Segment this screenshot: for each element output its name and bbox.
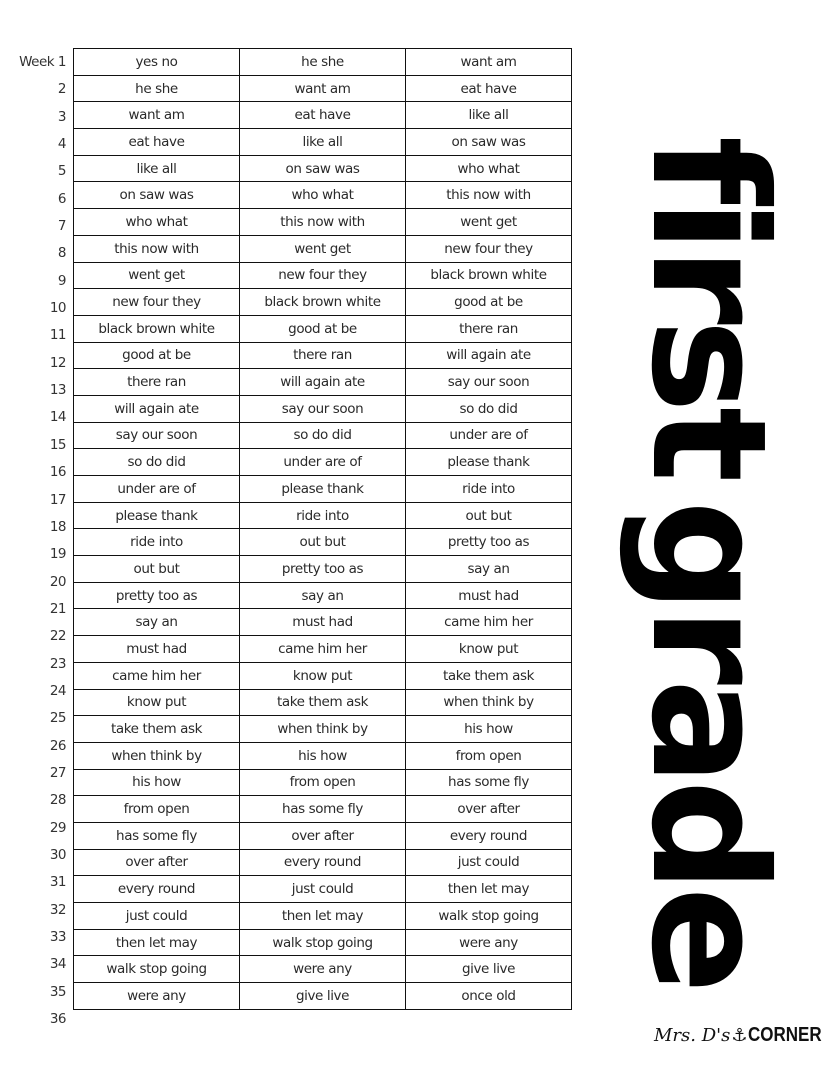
- word-cell: who what: [406, 155, 572, 182]
- week-label: 6: [57, 190, 66, 207]
- word-cell: new four they: [406, 235, 572, 262]
- table-row: [74, 689, 572, 716]
- word-cell: will again ate: [74, 395, 240, 422]
- table-row: [74, 876, 572, 903]
- table-row: [74, 422, 572, 449]
- word-cell: walk stop going: [74, 956, 240, 983]
- word-cell: must had: [74, 636, 240, 663]
- week-label: 7: [57, 218, 66, 235]
- word-cell: like all: [406, 102, 572, 129]
- week-label: 20: [49, 573, 66, 590]
- word-cell: new four they: [240, 262, 406, 289]
- word-cell: so do did: [240, 422, 406, 449]
- week-label: 27: [49, 764, 66, 781]
- word-cell: came him her: [74, 662, 240, 689]
- week-label: 34: [49, 956, 66, 973]
- table-row: [74, 929, 572, 956]
- brand-script-text: Mrs. D's: [654, 1024, 731, 1046]
- table-row: [74, 476, 572, 503]
- table-row: [74, 582, 572, 609]
- word-cell: say our soon: [240, 395, 406, 422]
- word-cell: give live: [406, 956, 572, 983]
- word-cell: so do did: [406, 395, 572, 422]
- table-row: [74, 155, 572, 182]
- word-cell: then let may: [74, 929, 240, 956]
- week-label: 4: [57, 136, 66, 153]
- table-row: [74, 769, 572, 796]
- word-cell: walk stop going: [240, 929, 406, 956]
- word-cell: give live: [240, 983, 406, 1010]
- week-label: 36: [49, 1011, 66, 1028]
- word-cell: went get: [74, 262, 240, 289]
- word-cell: black brown white: [240, 289, 406, 316]
- word-cell: out but: [406, 502, 572, 529]
- word-cell: under are of: [240, 449, 406, 476]
- table-row: [74, 502, 572, 529]
- title-first: first: [616, 136, 800, 477]
- week-label: 15: [49, 436, 66, 453]
- word-cell: will again ate: [240, 369, 406, 396]
- week-label: 26: [49, 737, 66, 754]
- week-label: 21: [49, 600, 66, 617]
- word-cell: know put: [406, 636, 572, 663]
- week-label: 17: [49, 491, 66, 508]
- word-cell: good at be: [406, 289, 572, 316]
- word-cell: want am: [240, 75, 406, 102]
- table-row: [74, 49, 572, 76]
- word-cell: say an: [240, 582, 406, 609]
- week-label: 10: [49, 300, 66, 317]
- word-cell: once old: [406, 983, 572, 1010]
- word-cell: on saw was: [240, 155, 406, 182]
- table-row: [74, 369, 572, 396]
- word-cell: came him her: [240, 636, 406, 663]
- table-row: [74, 556, 572, 583]
- table-row: [74, 903, 572, 930]
- table-row: [74, 209, 572, 236]
- week-label: 3: [57, 108, 66, 125]
- week-label: 32: [49, 901, 66, 918]
- word-cell: like all: [74, 155, 240, 182]
- word-cell: must had: [240, 609, 406, 636]
- brand-bold-text: CORNER: [748, 1023, 823, 1046]
- word-cell: pretty too as: [240, 556, 406, 583]
- word-cell: eat have: [74, 129, 240, 156]
- word-cell: he she: [74, 75, 240, 102]
- week-label: 22: [49, 628, 66, 645]
- anchor-icon: ⚓: [731, 1024, 748, 1046]
- word-cell: pretty too as: [74, 582, 240, 609]
- table-row: [74, 449, 572, 476]
- word-cell: just could: [240, 876, 406, 903]
- word-cell: please thank: [74, 502, 240, 529]
- week-label: 11: [49, 327, 66, 344]
- sight-word-table: [73, 48, 572, 1010]
- word-cell: were any: [240, 956, 406, 983]
- word-cell: from open: [74, 796, 240, 823]
- word-cell: when think by: [240, 716, 406, 743]
- word-cell: then let may: [240, 903, 406, 930]
- word-cell: he she: [240, 49, 406, 76]
- week-label: 25: [49, 710, 66, 727]
- word-cell: over after: [74, 849, 240, 876]
- word-cell: there ran: [406, 315, 572, 342]
- table-row: [74, 342, 572, 369]
- table-row: [74, 235, 572, 262]
- word-cell: out but: [240, 529, 406, 556]
- word-cell: like all: [240, 129, 406, 156]
- word-cell: just could: [74, 903, 240, 930]
- table-row: [74, 609, 572, 636]
- word-cell: his how: [406, 716, 572, 743]
- word-cell: from open: [406, 742, 572, 769]
- word-cell: this now with: [240, 209, 406, 236]
- word-cell: from open: [240, 769, 406, 796]
- word-cell: good at be: [240, 315, 406, 342]
- word-cell: walk stop going: [406, 903, 572, 930]
- word-cell: out but: [74, 556, 240, 583]
- word-cell: take them ask: [74, 716, 240, 743]
- week-label: 30: [49, 846, 66, 863]
- table-row: [74, 315, 572, 342]
- week-label: 31: [49, 874, 66, 891]
- word-cell: this now with: [406, 182, 572, 209]
- word-cell: must had: [406, 582, 572, 609]
- week-label: 13: [49, 382, 66, 399]
- word-cell: will again ate: [406, 342, 572, 369]
- word-cell: black brown white: [74, 315, 240, 342]
- table-row: [74, 716, 572, 743]
- table-row: [74, 742, 572, 769]
- word-cell: when think by: [406, 689, 572, 716]
- week-label: 29: [49, 819, 66, 836]
- word-cell: say our soon: [406, 369, 572, 396]
- word-cell: who what: [74, 209, 240, 236]
- table-row: [74, 662, 572, 689]
- week-label: 35: [49, 983, 66, 1000]
- week-label: 16: [49, 464, 66, 481]
- word-cell: please thank: [240, 476, 406, 503]
- table-row: [74, 956, 572, 983]
- table-row: [74, 636, 572, 663]
- word-cell: under are of: [406, 422, 572, 449]
- word-cell: on saw was: [406, 129, 572, 156]
- word-cell: his how: [74, 769, 240, 796]
- word-cell: has some fly: [406, 769, 572, 796]
- week-labels: [0, 49, 66, 1033]
- word-cell: over after: [406, 796, 572, 823]
- word-cell: when think by: [74, 742, 240, 769]
- word-cell: take them ask: [240, 689, 406, 716]
- table-row: [74, 395, 572, 422]
- week-label: 33: [49, 929, 66, 945]
- word-cell: eat have: [240, 102, 406, 129]
- table-row: [74, 182, 572, 209]
- word-cell: this now with: [74, 235, 240, 262]
- word-cell: pretty too as: [406, 529, 572, 556]
- table-row: [74, 796, 572, 823]
- word-cell: please thank: [406, 449, 572, 476]
- word-cell: eat have: [406, 75, 572, 102]
- word-cell: know put: [74, 689, 240, 716]
- word-cell: ride into: [406, 476, 572, 503]
- word-cell: good at be: [74, 342, 240, 369]
- word-cell: there ran: [240, 342, 406, 369]
- table-row: [74, 102, 572, 129]
- week-label: 12: [49, 354, 66, 371]
- word-cell: want am: [74, 102, 240, 129]
- week-label: 2: [57, 81, 66, 98]
- word-cell: who what: [240, 182, 406, 209]
- table-row: [74, 849, 572, 876]
- week-label: 24: [49, 682, 66, 699]
- word-cell: has some fly: [74, 822, 240, 849]
- word-cell: say an: [74, 609, 240, 636]
- brand-logo: [654, 1020, 823, 1050]
- week-label: 9: [57, 272, 66, 289]
- word-cell: then let may: [406, 876, 572, 903]
- table-row: [74, 983, 572, 1010]
- week-label: 23: [49, 655, 66, 672]
- word-cell: over after: [240, 822, 406, 849]
- week-label: 14: [49, 409, 66, 426]
- week-label: Week 1: [19, 54, 66, 70]
- week-label: 28: [49, 792, 66, 809]
- week-label: 8: [57, 245, 66, 262]
- word-cell: yes no: [74, 49, 240, 76]
- word-cell: came him her: [406, 609, 572, 636]
- word-cell: know put: [240, 662, 406, 689]
- table-row: [74, 822, 572, 849]
- word-cell: ride into: [240, 502, 406, 529]
- word-cell: every round: [240, 849, 406, 876]
- table-row: [74, 289, 572, 316]
- word-cell: ride into: [74, 529, 240, 556]
- word-cell: on saw was: [74, 182, 240, 209]
- week-label: 5: [57, 163, 66, 180]
- word-cell: his how: [240, 742, 406, 769]
- word-cell: were any: [74, 983, 240, 1010]
- word-cell: take them ask: [406, 662, 572, 689]
- title-grade: grade: [616, 500, 800, 988]
- word-cell: under are of: [74, 476, 240, 503]
- word-cell: every round: [406, 822, 572, 849]
- table-row: [74, 262, 572, 289]
- word-cell: has some fly: [240, 796, 406, 823]
- word-cell: were any: [406, 929, 572, 956]
- table-row: [74, 529, 572, 556]
- week-label: 18: [49, 518, 66, 535]
- word-cell: say our soon: [74, 422, 240, 449]
- word-cell: so do did: [74, 449, 240, 476]
- word-cell: black brown white: [406, 262, 572, 289]
- week-label: 19: [49, 546, 66, 563]
- table-row: [74, 75, 572, 102]
- word-cell: went get: [406, 209, 572, 236]
- word-cell: new four they: [74, 289, 240, 316]
- table-row: [74, 129, 572, 156]
- word-cell: just could: [406, 849, 572, 876]
- word-cell: every round: [74, 876, 240, 903]
- word-cell: want am: [406, 49, 572, 76]
- word-cell: say an: [406, 556, 572, 583]
- word-cell: went get: [240, 235, 406, 262]
- word-cell: there ran: [74, 369, 240, 396]
